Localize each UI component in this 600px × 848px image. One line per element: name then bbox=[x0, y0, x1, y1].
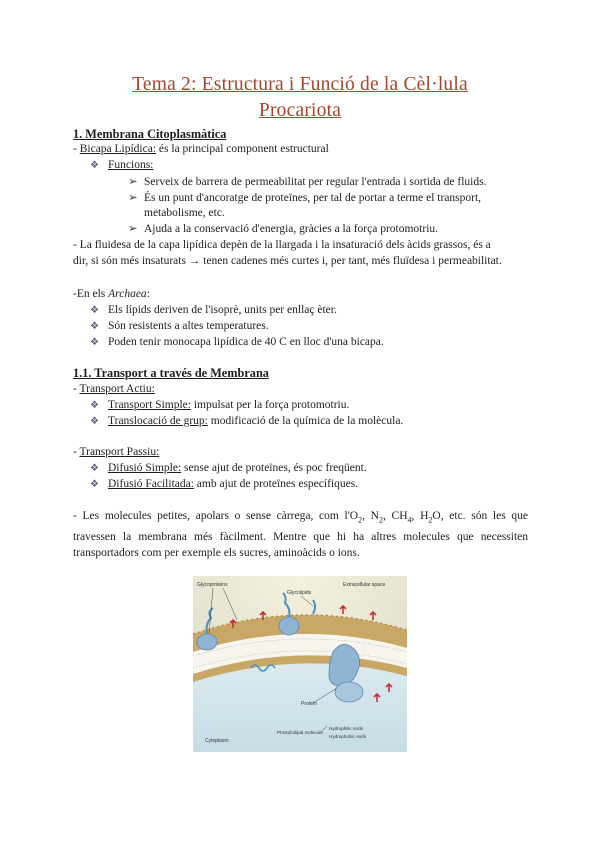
archaea-item-text: Són resistents a altes temperatures. bbox=[108, 320, 269, 332]
transport-actiu-label: Transport Actiu: bbox=[79, 383, 155, 395]
actiu-item-2 bbox=[90, 413, 403, 430]
diamond-bullet-icon: ❖ bbox=[90, 160, 99, 171]
arrow-bullet-icon: ➢ bbox=[128, 176, 138, 188]
bicapa-line: - Bicapa Lipídica: és la principal component estructural bbox=[73, 143, 329, 155]
funcio-item-3 bbox=[128, 221, 438, 237]
funcio-text: És un punt d'ancoratge de proteïnes, per tal de portar a terme el transport, bbox=[144, 192, 482, 204]
archaea-prefix: -En els bbox=[73, 288, 109, 300]
fluidesa-line-1: - La fluidesa de la capa lipídica depèn de la llargada i la insaturació dels àcids grassos, és a bbox=[73, 239, 491, 251]
molecules-text: , H bbox=[411, 510, 429, 522]
peripheral-protein bbox=[279, 617, 299, 635]
membrane-illustration bbox=[193, 576, 407, 752]
membrane-figure bbox=[193, 576, 407, 752]
diamond-bullet-icon: ❖ bbox=[90, 416, 99, 427]
diamond-bullet-icon: ❖ bbox=[90, 463, 99, 474]
transport-passiu-line: - Transport Passiu: bbox=[73, 446, 160, 458]
funcio-item-2-cont: metabolisme, etc. bbox=[144, 207, 225, 219]
label-phospholipid: Phospholipid molecule bbox=[277, 730, 323, 735]
transport-actiu-line: - Transport Actiu: bbox=[73, 383, 155, 395]
passiu-item-1 bbox=[90, 460, 367, 477]
actiu-item-text: modificació de la química de la molècula. bbox=[207, 415, 404, 427]
archaea-line bbox=[73, 286, 150, 302]
bicapa-text: és la principal component estructural bbox=[156, 143, 329, 155]
diamond-bullet-icon: ❖ bbox=[90, 400, 99, 411]
funcions-line bbox=[90, 157, 153, 174]
actiu-item-1 bbox=[90, 397, 349, 414]
subscript: 2 bbox=[358, 515, 363, 525]
diamond-bullet-icon: ❖ bbox=[90, 321, 99, 332]
passiu-item-label: Difusió Facilitada: bbox=[108, 478, 194, 490]
passiu-item-2 bbox=[90, 476, 358, 493]
funcio-text: Ajuda a la conservació d'energia, gràcies a la força protomotriu. bbox=[144, 223, 439, 235]
peripheral-protein bbox=[197, 634, 217, 650]
label-hydrophobic: Hydrophobic ends bbox=[329, 734, 367, 739]
label-glycoproteins: Glycoproteins bbox=[197, 582, 228, 588]
passiu-item-text: sense ajut de proteïnes, és poc freqüent. bbox=[181, 462, 367, 474]
document-title-line2: Procariota bbox=[258, 100, 342, 121]
section11-heading: 1.1. Transport a través de Membrana bbox=[73, 366, 269, 380]
funcio-text: Serveix de barrera de permeabilitat per regular l'entrada i sortida de fluids. bbox=[144, 176, 487, 188]
transport-passiu-label: Transport Passiu: bbox=[79, 446, 160, 458]
molecules-text: O, etc. són les que travessen la membrana més fàcilment. Mentre que hi ha altres molecules que necessiten transportadors com per exemple els sucres, aminoàcids o ions. bbox=[73, 510, 528, 560]
archaea-suffix: : bbox=[146, 288, 150, 300]
molecules-text: - Les molecules petites, apolars o sense càrrega, com l'O bbox=[73, 510, 359, 522]
fluidesa-line-2: dir, si són més insaturats → tenen cadenes més curtes i, per tant, més fluïdesa i permeabilitat. bbox=[73, 255, 502, 267]
archaea-item-3 bbox=[90, 334, 384, 351]
archaea-item-text: Els lípids deriven de l'isoprè, units per enllaç èter. bbox=[108, 304, 337, 316]
arrow-bullet-icon: ➢ bbox=[128, 192, 138, 204]
passiu-item-label: Difusió Simple: bbox=[108, 462, 182, 474]
molecules-text: , CH bbox=[382, 510, 408, 522]
funcio-item-1 bbox=[128, 174, 486, 190]
document-title-line1: Tema 2: Estructura i Funció de la Cèl·lula bbox=[132, 74, 468, 95]
archaea-item-2 bbox=[90, 318, 269, 335]
integral-protein bbox=[335, 682, 363, 702]
diamond-bullet-icon: ❖ bbox=[90, 305, 99, 316]
subscript: 2 bbox=[378, 515, 383, 525]
funcions-label: Funcions: bbox=[108, 159, 154, 171]
bicapa-label: Bicapa Lipídica: bbox=[79, 143, 157, 155]
label-hydrophilic: Hydrophilic ends bbox=[329, 726, 363, 731]
actiu-item-label: Transport Simple: bbox=[108, 399, 191, 411]
label-protein: Protein bbox=[301, 701, 317, 707]
passiu-item-text: amb ajut de proteïnes específiques. bbox=[193, 478, 359, 490]
subscript: 2 bbox=[428, 515, 433, 525]
diamond-bullet-icon: ❖ bbox=[90, 479, 99, 490]
archaea-item-1 bbox=[90, 302, 337, 319]
actiu-item-label: Translocació de grup: bbox=[108, 415, 208, 427]
section1-heading: 1. Membrana Citoplasmàtica bbox=[73, 127, 227, 141]
actiu-item-text: impulsat per la força protomotriu. bbox=[190, 399, 350, 411]
subscript: 4 bbox=[407, 515, 412, 525]
archaea-item-text: Poden tenir monocapa lipídica de 40 C en lloc d'una bicapa. bbox=[108, 336, 384, 348]
funcio-item-2 bbox=[128, 190, 481, 206]
archaea-word: Archaea bbox=[108, 288, 147, 300]
arrow-bullet-icon: ➢ bbox=[128, 223, 138, 235]
label-extracellular: Extracellular space bbox=[343, 582, 386, 588]
diamond-bullet-icon: ❖ bbox=[90, 337, 99, 348]
label-glycolipids: Glycolipids bbox=[287, 590, 312, 596]
molecules-paragraph bbox=[73, 508, 528, 562]
molecules-text: , N bbox=[362, 510, 379, 522]
label-cytoplasm: Cytoplasm bbox=[205, 738, 229, 744]
